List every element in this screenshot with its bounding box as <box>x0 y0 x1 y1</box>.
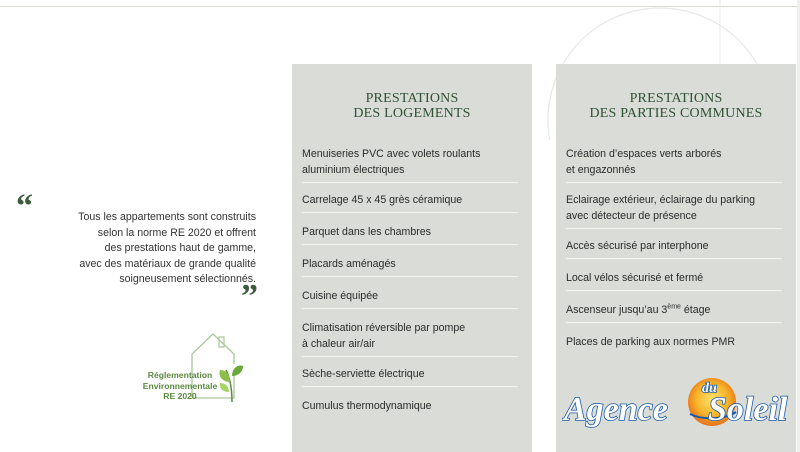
list-item-line: aluminium électriques <box>302 164 405 176</box>
list-item: Carrelage 45 x 45 grès céramique <box>302 192 518 213</box>
list-item: Local vélos sécurisé et fermé <box>566 270 782 291</box>
superscript-ordinal: ème <box>667 303 681 311</box>
panel-title <box>556 91 796 121</box>
list-item: Sèche-serviette électrique <box>302 366 518 387</box>
re2020-line: RE 2020 <box>163 391 197 401</box>
list-item: Parquet dans les chambres <box>302 224 518 245</box>
list-item-line: à chaleur air/air <box>302 338 376 350</box>
quote-line: soigneusement sélectionnés. <box>119 273 256 286</box>
agency-word: Agence <box>564 391 668 428</box>
close-quote-mark: ” <box>241 278 258 315</box>
re2020-line: Réglementation <box>147 370 213 380</box>
agence-du-soleil-logo <box>562 374 792 436</box>
quote-block <box>16 188 272 315</box>
list-item: Placards aménagés <box>302 256 518 277</box>
list-item <box>302 320 518 357</box>
list-item-line: et engazonnés <box>566 164 636 176</box>
list-item <box>566 146 782 183</box>
list-item-line: avec détecteur de présence <box>566 210 697 222</box>
list-item-line: Menuiseries PVC avec volets roulants <box>302 148 481 160</box>
panel-title-line: PRESTATIONS <box>629 91 723 106</box>
panel-title-line: DES LOGEMENTS <box>353 106 471 121</box>
quote-line: des prestations haut de gamme, <box>104 242 256 255</box>
panel-title-line: DES PARTIES COMMUNES <box>589 106 763 121</box>
list-item <box>566 192 782 229</box>
list-item-line: Eclairage extérieur, éclairage du parking <box>566 194 756 206</box>
agency-word: Soleil <box>708 391 788 428</box>
list-item-line: Climatisation réversible par pompe <box>302 322 466 334</box>
list-item: Cumulus thermodynamique <box>302 400 432 412</box>
list-item: Accès sécurisé par interphone <box>566 238 782 259</box>
list-item-line: Création d’espaces verts arborés <box>566 148 722 160</box>
open-quote-mark: “ <box>16 188 33 225</box>
quote-line: Tous les appartements sont construits <box>78 211 256 223</box>
quote-line: avec des matériaux de grande qualité <box>79 257 256 270</box>
panel-title <box>292 91 532 121</box>
list-item: Cuisine équipée <box>302 288 518 309</box>
list-item-text: Ascenseur jusqu’au 3 <box>566 304 668 316</box>
agency-word: du <box>702 381 717 396</box>
list-item-text: étage <box>680 304 711 316</box>
list-item <box>302 146 518 183</box>
panel-prestations-logements <box>292 64 532 452</box>
list-item: Places de parking aux normes PMR <box>566 336 735 348</box>
quote-line: selon la norme RE 2020 et offrent <box>97 226 256 239</box>
quote-text <box>30 210 256 288</box>
list-item <box>566 302 782 323</box>
re2020-line: Environnementale <box>142 380 218 391</box>
panel-title-line: PRESTATIONS <box>365 91 459 106</box>
re2020-label <box>130 370 230 402</box>
